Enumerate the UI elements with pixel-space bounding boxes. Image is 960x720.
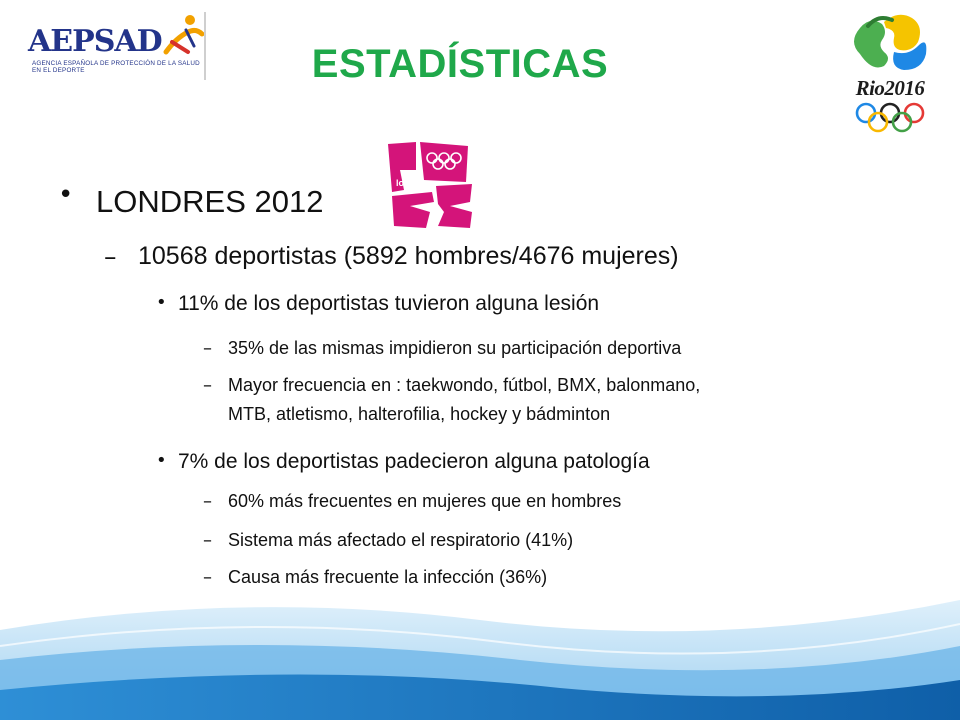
heading-londres: LONDRES 2012 (96, 184, 324, 219)
dash-icon: – (203, 530, 212, 551)
dash-icon: – (104, 242, 117, 271)
bullet-icon: • (156, 450, 167, 471)
rio2016-logo-text: Rio2016 (855, 76, 925, 100)
dash-icon: – (203, 567, 212, 588)
rio2016-logo (838, 6, 942, 134)
london2012-logo (386, 140, 474, 230)
injury-point: 11% de los deportistas tuvieron alguna lesión (178, 292, 600, 315)
bullet-icon: • (156, 292, 167, 313)
page-title: ESTADÍSTICAS (311, 42, 609, 86)
dash-icon: – (203, 375, 212, 396)
injury-detail-2: Mayor frecuencia en : taekwondo, fútbol, BMX, balonmano, (228, 375, 701, 395)
injury-detail-1: 35% de las mismas impidieron su participación deportiva (228, 338, 682, 358)
aepsad-logo-text: AEPSAD (28, 24, 162, 59)
rio2016-emblem-icon (838, 6, 942, 78)
dash-icon: – (203, 338, 212, 359)
london-logo-text: london (396, 178, 426, 188)
pathology-detail-1: 60% más frecuentes en mujeres que en hombres (228, 491, 622, 511)
pathology-detail-2: Sistema más afectado el respiratorio (41%) (228, 530, 574, 550)
pathology-detail-3: Causa más frecuente la infección (36%) (228, 567, 548, 587)
athletes-count: 10568 deportistas (5892 hombres/4676 mujeres) (138, 242, 679, 270)
injury-detail-2-cont: MTB, atletismo, halterofilia, hockey y bádminton (228, 404, 611, 424)
aepsad-logo-subtitle: AGENCIA ESPAÑOLA DE PROTECCIÓN DE LA SALUD EN EL DEPORTE (32, 60, 200, 74)
dash-icon: – (203, 491, 212, 512)
pathology-point: 7% de los deportistas padecieron alguna patología (178, 450, 650, 473)
bottom-wave-decoration (0, 590, 960, 720)
olympic-rings-icon (854, 102, 926, 134)
bullet-icon: • (58, 180, 74, 210)
